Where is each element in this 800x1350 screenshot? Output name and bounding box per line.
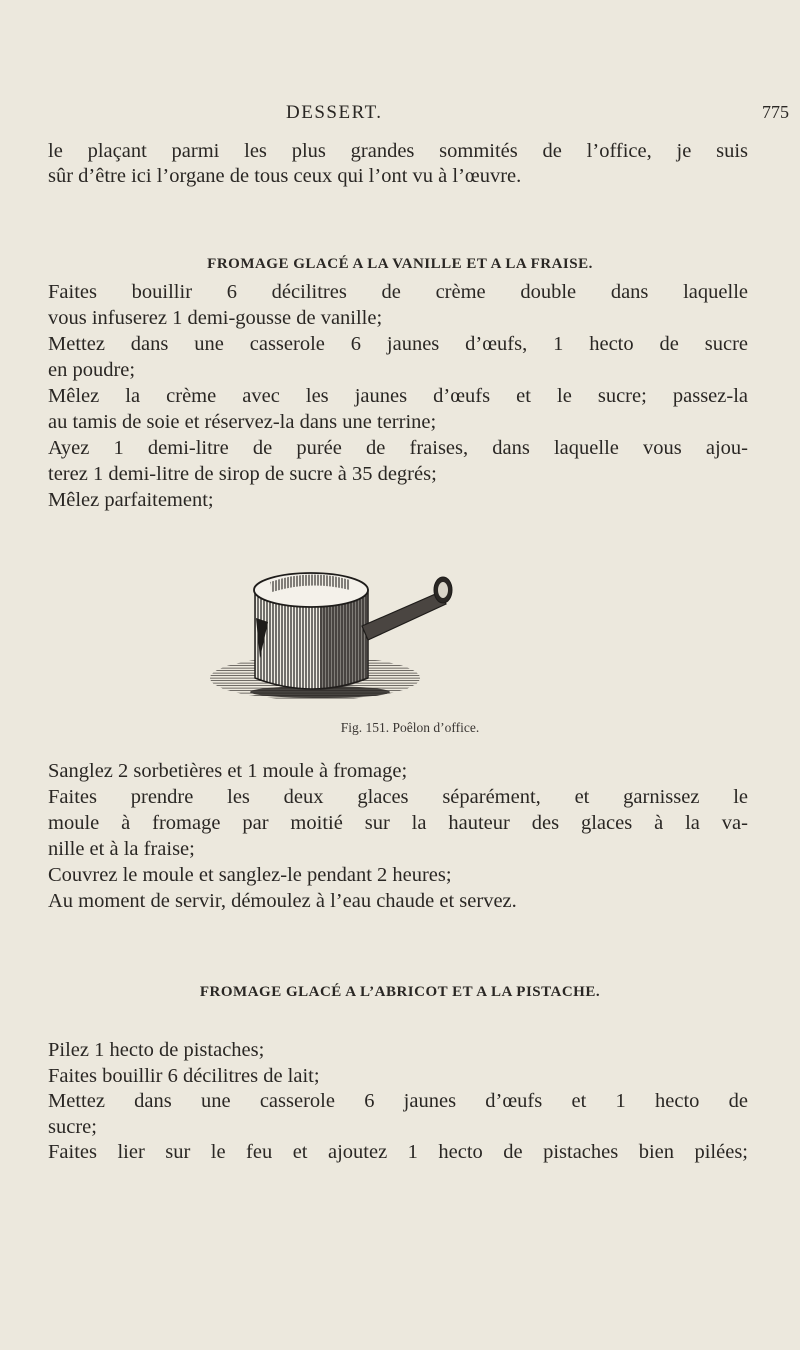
section-heading-vanilla-strawberry: FROMAGE GLACÉ A LA VANILLE ET A LA FRAISE. — [207, 256, 593, 272]
recipe-text-vanilla-strawberry — [48, 279, 748, 513]
text-line: au tamis de soie et réservez-la dans une terrine; — [48, 411, 437, 433]
text-line: Faites prendre les deux glaces séparément, et garnissez le — [48, 786, 748, 808]
text-line: nille et à la fraise; — [48, 838, 195, 860]
figure-caption: Fig. 151. Poêlon d’office. — [340, 720, 480, 735]
text-line: Mettez dans une casserole 6 jaunes d’œufs et 1 hecto de — [48, 1090, 748, 1112]
text-line: Faites bouillir 6 décilitres de lait; — [48, 1064, 320, 1087]
recipe-text-vanilla-strawberry-continued — [48, 758, 748, 914]
text-line: Pilez 1 hecto de pistaches; — [48, 1039, 265, 1061]
text-line: en poudre; — [48, 359, 136, 381]
text-line: moule à fromage par moitié sur la hauteur des glaces à la va- — [48, 812, 748, 834]
recipe-text-apricot-pistachio — [48, 1038, 748, 1166]
text-line: Ayez 1 demi-litre de purée de fraises, dans laquelle vous ajou- — [48, 437, 748, 459]
text-line: terez 1 demi-litre de sirop de sucre à 35 degrés; — [48, 463, 437, 485]
text-line: le plaçant parmi les plus grandes sommités de l’office, je suis — [48, 140, 748, 162]
text-line: Couvrez le moule et sanglez-le pendant 2 heures; — [48, 864, 452, 886]
text-line: Faites lier sur le feu et ajoutez 1 hecto de pistaches bien pilées; — [48, 1141, 748, 1163]
page-number: 775 — [762, 102, 789, 122]
text-line: vous infuserez 1 demi-gousse de vanille; — [48, 307, 383, 329]
text-line: Mêlez la crème avec les jaunes d’œufs et le sucre; passez-la — [48, 385, 748, 407]
text-line: Mêlez parfaitement; — [48, 489, 214, 511]
text-line: sûr d’être ici l’organe de tous ceux qui l’ont vu à l’œuvre. — [48, 165, 522, 187]
text-line: Sanglez 2 sorbetières et 1 moule à fromage; — [48, 760, 408, 782]
text-line: sucre; — [48, 1115, 97, 1138]
running-title: DESSERT. — [286, 102, 383, 123]
text-line: Mettez dans une casserole 6 jaunes d’œufs, 1 hecto de sucre — [48, 333, 748, 355]
text-line: Faites bouillir 6 décilitres de crème double dans laquelle — [48, 281, 748, 303]
intro-paragraph — [48, 139, 748, 189]
section-heading-apricot-pistachio: FROMAGE GLACÉ A L’ABRICOT ET A LA PISTACHE. — [199, 984, 601, 1000]
text-line: Au moment de servir, démoulez à l’eau chaude et servez. — [48, 890, 517, 912]
saucepan-illustration — [200, 560, 460, 710]
running-head — [0, 102, 800, 126]
